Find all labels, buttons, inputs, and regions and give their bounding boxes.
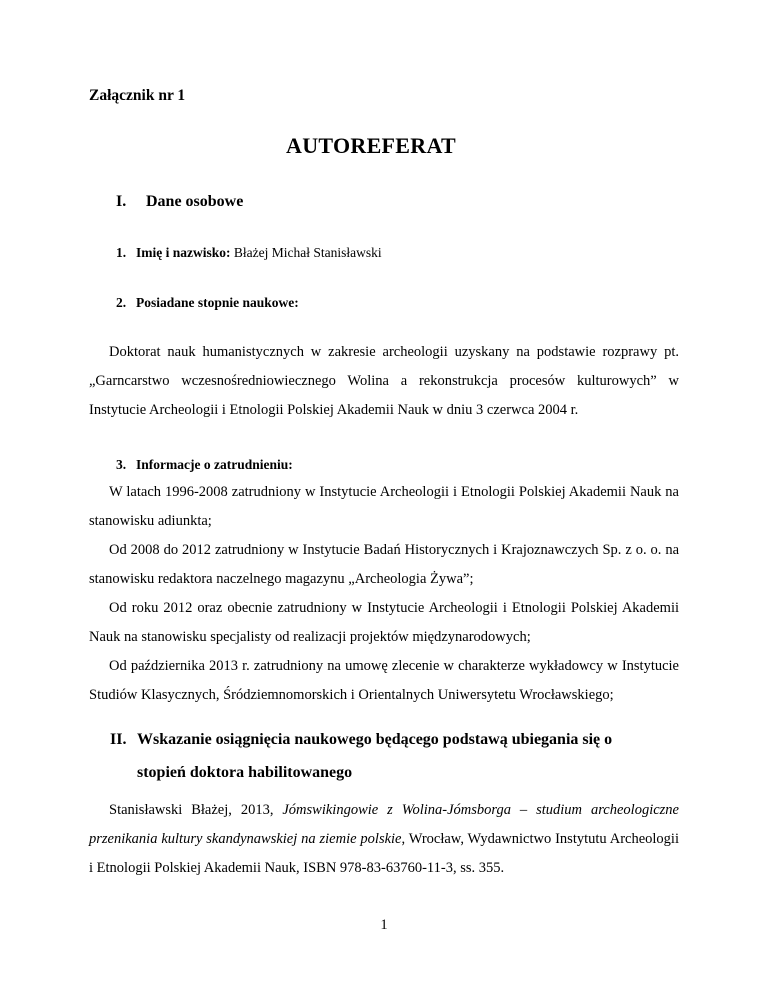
document-title: AUTOREFERAT (286, 133, 456, 158)
section-heading-achievement (110, 723, 700, 789)
section-number: I. (116, 193, 127, 210)
section-title-line1: Wskazanie osiągnięcia naukowego będącego podstawą ubiegania się o (137, 731, 613, 748)
page-number: 1 (380, 917, 388, 933)
section-heading-personal-data (116, 193, 243, 211)
employment-entry: Od października 2013 r. zatrudniony na umowę zlecenie w charakterze wykładowcy w Instytucie Studiów Klasycznych, Śródziemnomorskich i Orientalnych Uniwersytetu Wrocławskiego; (89, 658, 679, 703)
reference-author-year: Stanisławski Błażej, 2013, (109, 802, 283, 818)
section-heading-line (110, 723, 700, 756)
degree-paragraph: Doktorat nauk humanistycznych w zakresie archeologii uzyskany na podstawie rozprawy pt. „Garncarstwo wczesnośredniowiecznego Wolina a rekonstrukcja procesów kulturowych” w Instytucie Archeologii i Etnologii Polskiej Akademii Nauk w dniu 3 czerwca 2004 r. (89, 344, 679, 418)
section-title-line2: stopień doktora habilitowanego (137, 764, 353, 781)
item-label: Posiadane stopnie naukowe: (136, 295, 299, 310)
section-title: Dane osobowe (146, 193, 244, 210)
employment-entry: Od roku 2012 oraz obecnie zatrudniony w Instytucie Archeologii i Etnologii Polskiej Akademii Nauk na stanowisku specjalisty od realizacji projektów międzynarodowych; (89, 600, 679, 645)
reference-paragraph (89, 796, 679, 883)
item-employment (116, 457, 293, 473)
item-number: 3. (116, 457, 127, 472)
employment-list (89, 478, 679, 710)
item-number: 2. (116, 295, 127, 310)
item-number: 1. (116, 245, 127, 260)
reference-details: , Wrocław, Wydawnictwo Instytutu Archeologii i Etnologii Polskiej Akademii Nauk, ISBN 978-83-63760-11-3, ss. 355. (89, 831, 679, 876)
achievement-reference (89, 796, 679, 883)
item-degrees (116, 295, 299, 311)
item-label: Imię i nazwisko: (136, 245, 231, 260)
annex-label: Załącznik nr 1 (89, 87, 186, 104)
employment-entry: W latach 1996-2008 zatrudniony w Instytucie Archeologii i Etnologii Polskiej Akademii Nauk na stanowisku adiunkta; (89, 484, 679, 529)
degree-paragraph-block (89, 338, 679, 425)
reference-title: Jómswikingowie z Wolina-Jómsborga – studium archeologiczne przenikania kultury skandynawskiej na ziemie polskie (89, 802, 679, 847)
item-label: Informacje o zatrudnieniu: (136, 457, 293, 472)
employment-entry: Od 2008 do 2012 zatrudniony w Instytucie Badań Historycznych i Krajoznawczych Sp. z o. o. na stanowisku redaktora naczelnego magazynu „Archeologia Żywa”; (89, 542, 679, 587)
item-name (116, 245, 382, 261)
item-value: Błażej Michał Stanisławski (230, 245, 382, 260)
section-number: II. (110, 731, 127, 748)
